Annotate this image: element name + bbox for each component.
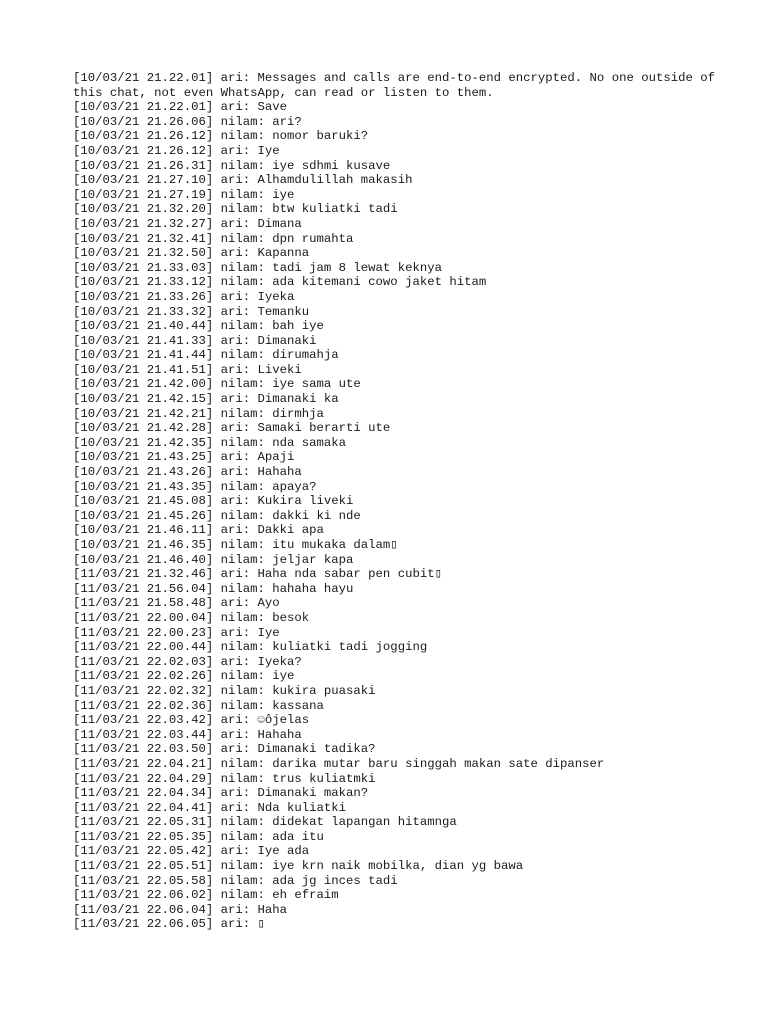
chat-line: [10/03/21 21.32.41] nilam: dpn rumahta <box>73 231 354 246</box>
chat-line: [10/03/21 21.43.26] ari: Hahaha <box>73 465 302 480</box>
chat-line: [11/03/21 22.04.34] ari: Dimanaki makan? <box>73 786 369 801</box>
chat-line: [11/03/21 22.04.41] ari: Nda kuliatki <box>73 800 347 815</box>
chat-line: [10/03/21 21.32.27] ari: Dimana <box>73 216 302 231</box>
chat-line: [11/03/21 22.06.02] nilam: eh efraim <box>73 888 339 903</box>
chat-line: [10/03/21 21.46.40] nilam: jeljar kapa <box>73 552 354 567</box>
chat-line: [10/03/21 21.46.11] ari: Dakki apa <box>73 523 324 538</box>
chat-line: [10/03/21 21.41.44] nilam: dirumahja <box>73 348 339 363</box>
chat-line: [11/03/21 22.02.36] nilam: kassana <box>73 698 324 713</box>
chat-line: [10/03/21 21.42.21] nilam: dirmhja <box>73 406 324 421</box>
chat-line: [10/03/21 21.41.51] ari: Liveki <box>73 362 302 377</box>
chat-line: [11/03/21 22.03.44] ari: Hahaha <box>73 727 302 742</box>
chat-line: [10/03/21 21.26.31] nilam: iye sdhmi kusave <box>73 158 391 173</box>
chat-line: [11/03/21 22.03.50] ari: Dimanaki tadika? <box>73 742 376 757</box>
chat-line: [10/03/21 21.33.32] ari: Temanku <box>73 304 310 319</box>
chat-line: [10/03/21 21.32.20] nilam: btw kuliatki tadi <box>73 202 398 217</box>
chat-line: [10/03/21 21.27.10] ari: Alhamdulillah makasih <box>73 173 413 188</box>
chat-line: [11/03/21 22.04.21] nilam: darika mutar baru singgah makan sate dipanser <box>73 756 605 771</box>
chat-line: [10/03/21 21.33.26] ari: Iyeka <box>73 289 295 304</box>
chat-line: [11/03/21 22.04.29] nilam: trus kuliatmki <box>73 771 376 786</box>
chat-line: [10/03/21 21.45.26] nilam: dakki ki nde <box>73 508 361 523</box>
chat-line: [10/03/21 21.33.12] nilam: ada kitemani cowo jaket hitam <box>73 275 487 290</box>
chat-line: [10/03/21 21.32.50] ari: Kapanna <box>73 246 310 261</box>
chat-line: [11/03/21 22.00.04] nilam: besok <box>73 610 310 625</box>
chat-line: [10/03/21 21.43.25] ari: Apaji <box>73 450 295 465</box>
chat-line: [10/03/21 21.26.06] nilam: ari? <box>73 114 302 129</box>
chat-line: [10/03/21 21.22.01] ari: Save <box>73 100 288 115</box>
chat-line: [11/03/21 22.05.51] nilam: iye krn naik mobilka, dian yg bawa <box>73 859 524 874</box>
chat-line: [10/03/21 21.42.28] ari: Samaki berarti ute <box>73 421 391 436</box>
chat-line: [10/03/21 21.26.12] nilam: nomor baruki? <box>73 129 369 144</box>
chat-line: [10/03/21 21.26.12] ari: Iye <box>73 143 280 158</box>
chat-line: [10/03/21 21.43.35] nilam: apaya? <box>73 479 317 494</box>
chat-line: [10/03/21 21.33.03] nilam: tadi jam 8 lewat keknya <box>73 260 442 275</box>
chat-line: [10/03/21 21.46.35] nilam: itu mukaka dalam▯ <box>73 538 398 552</box>
chat-line: [11/03/21 21.58.48] ari: Ayo <box>73 596 280 611</box>
chat-line: [11/03/21 22.05.42] ari: Iye ada <box>73 844 310 859</box>
chat-line: [11/03/21 22.06.04] ari: Haha <box>73 902 288 917</box>
chat-log <box>73 71 733 932</box>
chat-line: [11/03/21 21.56.04] nilam: hahaha hayu <box>73 581 354 596</box>
chat-line: [11/03/21 22.03.42] ari: ☺ôjelas <box>73 713 310 728</box>
chat-line: [10/03/21 21.42.15] ari: Dimanaki ka <box>73 392 339 407</box>
chat-line: [10/03/21 21.42.35] nilam: nda samaka <box>73 435 347 450</box>
chat-line: [11/03/21 22.05.58] nilam: ada jg inces tadi <box>73 873 398 888</box>
chat-line: [11/03/21 22.00.23] ari: Iye <box>73 625 280 640</box>
chat-line: [11/03/21 22.02.26] nilam: iye <box>73 669 295 684</box>
chat-line: [11/03/21 22.06.05] ari: ▯ <box>73 917 265 932</box>
chat-line: [10/03/21 21.27.19] nilam: iye <box>73 187 295 202</box>
chat-line: [10/03/21 21.45.08] ari: Kukira liveki <box>73 494 354 509</box>
chat-line: [11/03/21 21.32.46] ari: Haha nda sabar pen cubit▯ <box>73 567 442 582</box>
chat-line: [11/03/21 22.00.44] nilam: kuliatki tadi jogging <box>73 640 428 655</box>
chat-line: [11/03/21 22.05.35] nilam: ada itu <box>73 829 324 844</box>
chat-line: [11/03/21 22.05.31] nilam: didekat lapangan hitamnga <box>73 815 457 830</box>
chat-line: [11/03/21 22.02.32] nilam: kukira puasaki <box>73 683 376 698</box>
chat-line: [10/03/21 21.42.00] nilam: iye sama ute <box>73 377 361 392</box>
chat-line: [10/03/21 21.40.44] nilam: bah iye <box>73 319 324 334</box>
chat-line: [11/03/21 22.02.03] ari: Iyeka? <box>73 654 302 669</box>
chat-line: [10/03/21 21.41.33] ari: Dimanaki <box>73 333 317 348</box>
chat-line: [10/03/21 21.22.01] ari: Messages and calls are end-to-end encrypted. No one outside of this chat, not even WhatsApp, can read or listen to them. <box>73 71 723 100</box>
